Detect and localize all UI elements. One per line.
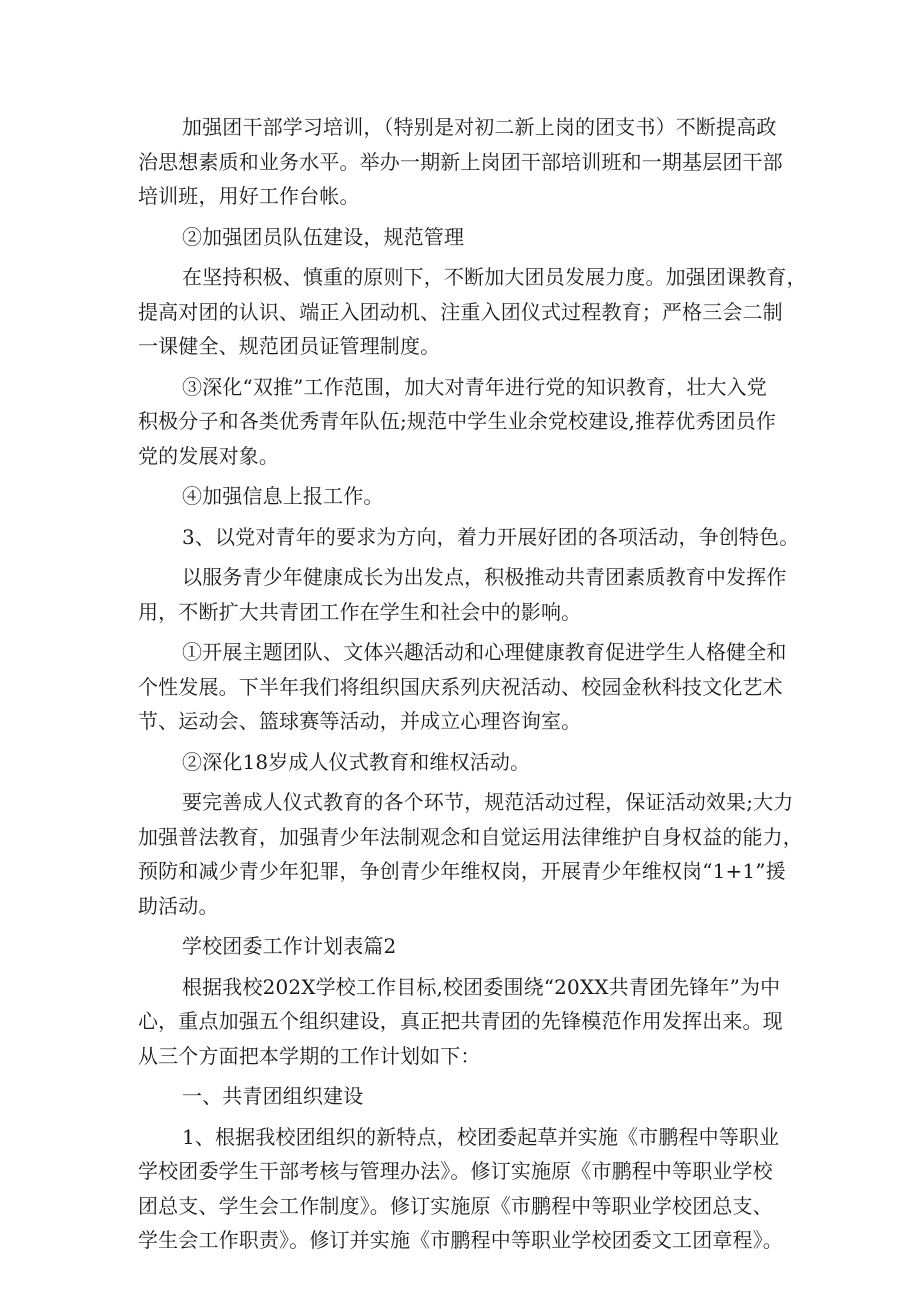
text-line: 一、共青团组织建设 [182,1084,364,1108]
section-heading: 学校团委工作计划表篇2 [182,934,397,958]
text-line: 要完善成人仪式教育的各个环节，规范活动过程，保证活动效果;大力 [182,790,794,814]
text-line: 个性发展。下半年我们将组织国庆系列庆祝活动、校园金秋科技文化艺术 [138,674,783,699]
text-line: 1、根据我校团组织的新特点，校团委起草并实施《市鹏程中等职业 [182,1124,780,1149]
text-line: 用，不断扩大共青团工作在学生和社会中的影响。 [138,599,582,624]
text-line: 从三个方面把本学期的工作计划如下： [138,1043,481,1068]
text-line: 团总支、学生会工作制度》。修订实施原《市鹏程中等职业学校团总支、 [138,1193,773,1218]
text-line: 加强团干部学习培训，（特别是对初二新上岗的团支书）不断提高政 [182,115,777,139]
text-line: ③深化“双推”工作范围，加大对青年进行党的知识教育，壮大入党 [182,374,767,399]
text-line: 学生会工作职责》。修订并实施《市鹏程中等职业学校团委文工团章程》。 [138,1228,783,1252]
text-line: ①开展主题团队、文体兴趣活动和心理健康教育促进学生人格健全和 [182,640,787,664]
text-line: 加强普法教育，加强青少年法制观念和自觉运用法律维护自身权益的能力， [138,824,803,849]
text-line: ②加强团员队伍建设，规范管理 [182,224,465,249]
text-line: 一课健全、规范团员证管理制度。 [138,334,441,358]
text-line: ④加强信息上报工作。 [182,484,384,508]
text-line: 培训班，用好工作台帐。 [138,184,360,208]
text-line: 以服务青少年健康成长为出发点，积极推动共青团素质教育中发挥作 [182,565,787,589]
text-line: 助活动。 [138,893,219,918]
text-line: 积极分子和各类优秀青年队伍;规范中学生业余党校建设,推荐优秀团员作 [138,409,777,433]
text-line: 学校团委学生干部考核与管理办法》。修订实施原《市鹏程中等职业学校 [138,1159,773,1183]
text-line: 3、以党对青年的要求为方向，着力开展好团的各项活动，争创特色。 [182,524,800,549]
text-line: 提高对团的认识、端正入团动机、注重入团仪式过程教育；严格三会二制 [138,299,783,324]
text-line: 心，重点加强五个组织建设，真正把共青团的先锋模范作用发挥出来。现 [138,1009,783,1033]
text-line: 治思想素质和业务水平。举办一期新上岗团干部培训班和一期基层团干部 [138,149,783,174]
text-line: ②深化18岁成人仪式教育和维权活动。 [182,749,531,774]
text-line: 党的发展对象。 [138,443,280,468]
text-line: 在坚持积极、慎重的原则下，不断加大团员发展力度。加强团课教育， [182,265,807,289]
text-line: 预防和减少青少年犯罪，争创青少年维权岗，开展青少年维权岗“1+1”援 [138,859,786,883]
text-line: 节、运动会、篮球赛等活动，并成立心理咨询室。 [138,709,582,733]
text-line: 根据我校202X学校工作目标,校团委围绕“20XX共青团先锋年”为中 [182,974,781,999]
